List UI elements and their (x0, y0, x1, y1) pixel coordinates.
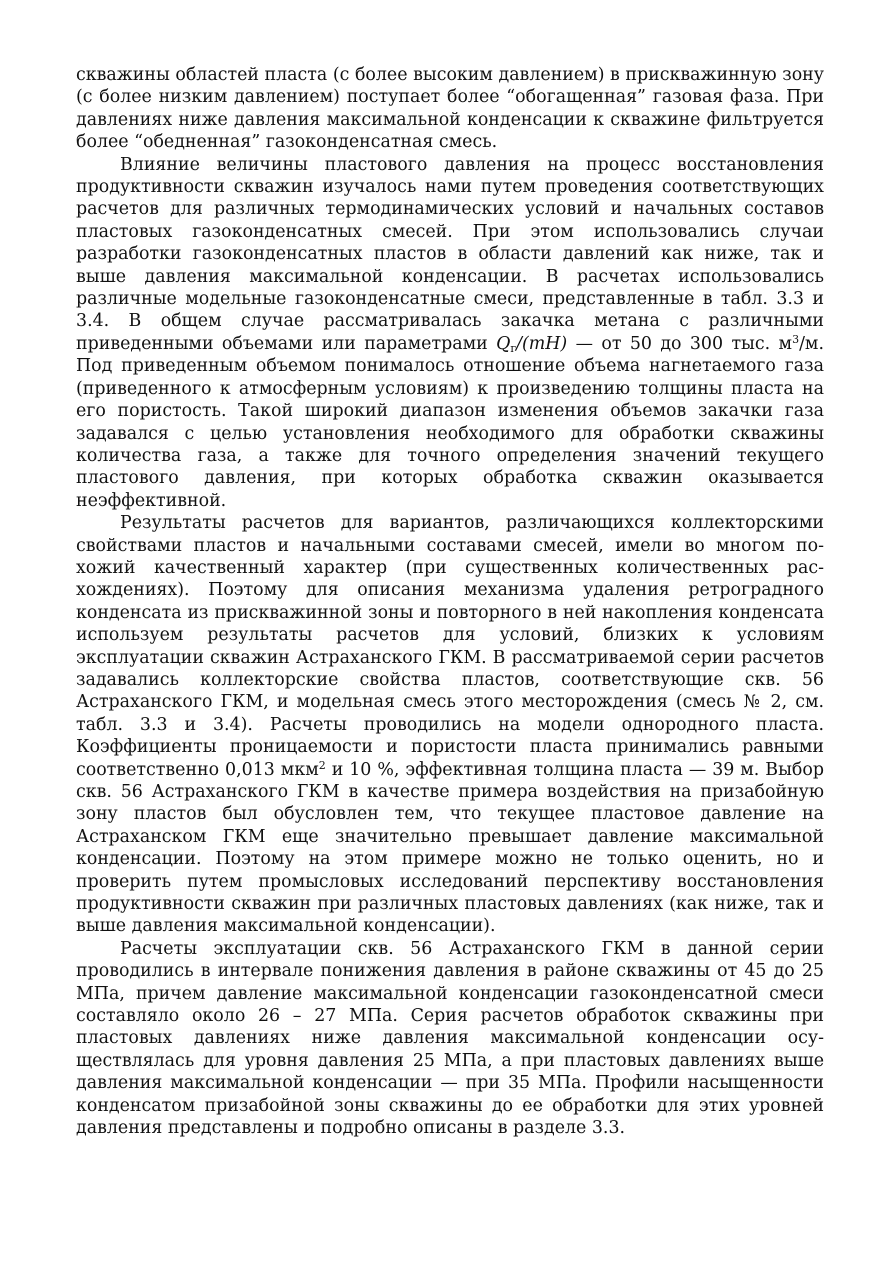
paragraph-3-text-b: и 10 %, эффективная толщина пласта — 39 м. Выбор скв. 56 Астраханского ГКМ в качестве примера воздействия на призабойную зону пластов был обусловлен тем, что текущее пластовое давление на Астраханском ГКМ еще значительно превышает давление максимальной конденсации. Поэтому на этом примере можно не только оценить, но и проверить путем промысловых исследований перспективу восстановления продуктивности скважин при различных пластовых давлениях (как ниже, так и выше давления максимальной конденсации). (76, 759, 824, 937)
paragraph-2-text-b: — от 50 до 300 тыс. м (567, 333, 793, 354)
formula-q: Q (496, 333, 511, 354)
cubic-superscript: 3 (792, 332, 800, 346)
paragraph-1: скважины областей пласта (с более высоким давлением) в прискважинную зону (с более низким давлением) поступает более “обогащенная” газовая фаза. При давлениях ниже давления максимальной конденсации к скважине фильтруется более “обедненная” газоконденсатная смесь. (76, 65, 824, 153)
paragraph-2 (76, 154, 824, 513)
paragraph-2-text-c: /м. Под приведенным объемом понималось отношение объема нагнетаемого газа (приведенного к атмосферным условиям) к произведению толщины пласта на его пористость. Такой широкий диапазон изменения объемов закачки газа задавался с целью установления необходимого для обработки скважины количества газа, а также для точного определения значений текущего пластового давления, при которых обработка скважин оказывается неэффективной. (76, 333, 824, 511)
paragraph-3 (76, 512, 824, 938)
document-page (76, 64, 824, 1140)
formula-mh: /(mH) (516, 333, 568, 354)
formula-q-subscript: г (510, 341, 517, 355)
paragraph-4: Расчеты эксплуатации скв. 56 Астраханского ГКМ в данной серии проводились в интервале понижения давления в районе скважины от 45 до 25 МПа, причем давление максимальной конденсации газоконденсатной смеси составляло около 26 – 27 МПа. Серия расчетов обработок скважины при пластовых давлениях ниже давления максимальной конденсации осуществлялась для уровня давления 25 МПа, а при пластовых давлениях выше давления максимальной конденсации — при 35 МПа. Профили насыщенности конденсатом призабойной зоны скважины до ее обработки для этих уровней давления представлены и подробно описаны в разделе 3.3. (76, 938, 824, 1139)
paragraph-2-text-a: Влияние величины пластового давления на процесс восстановления продуктивности скважин изучалось нами путем проведения соответствующих расчетов для различных термодинамических условий и начальных составов пластовых газоконденсатных смесей. При этом использовались случаи разработки газоконденсатных пластов в области давлений как ниже, так и выше давления максимальной конденсации. В расчетах использовались различные модельные газоконденсатные смеси, представленные в табл. 3.3 и 3.4. В общем случае рассматривалась закачка метана с различными приведенными объемами или параметрами (76, 154, 824, 354)
paragraph-3-text-a: Результаты расчетов для вариантов, различающихся коллекторскими свойствами пластов и начальными составами смесей, имели во многом похожий качественный характер (при существенных количественных расхождениях). Поэтому для описания механизма удаления ретроградного конденсата из прискважинной зоны и повторного в ней накопления конденсата используем результаты расчетов для условий, близких к условиям эксплуатации скважин Астраханского ГКМ. В рассматриваемой серии расчетов задавались коллекторские свойства пластов, соответствующие скв. 56 Астраханского ГКМ, и модельная смесь этого месторождения (смесь № 2, см. табл. 3.3 и 3.4). Расчеты проводились на модели однородного пласта. Коэффициенты проницаемости и пористости пласта принимались равными соответственно 0,013 мкм (76, 513, 824, 780)
square-superscript: 2 (318, 758, 326, 772)
